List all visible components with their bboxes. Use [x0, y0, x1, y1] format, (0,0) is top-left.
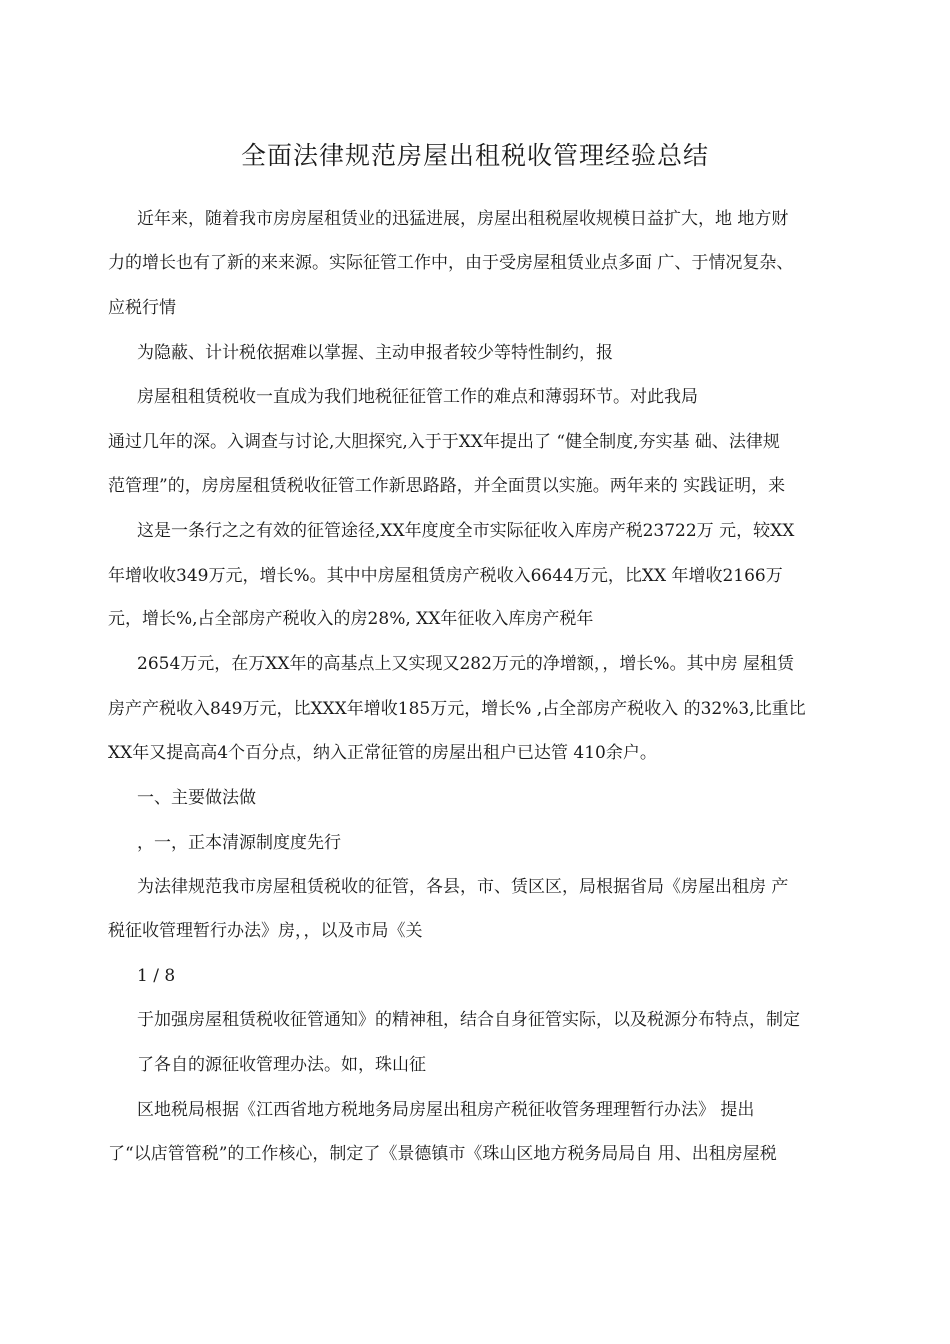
paragraph-line: 2654万元，在万XX年的高基点上又实现又282万元的净增额，，增长%。其中房 屋租赁 [137, 654, 794, 674]
subsection-heading: ，一，正本清源制度度先行 [137, 833, 341, 853]
page-number: 1 / 8 [137, 966, 176, 986]
paragraph-line: 这是一条行之之有效的征管途径,XX年度度全市实际征收入库房产税23722万 元，较XX [137, 521, 795, 541]
paragraph-line: XX年又提高高4个百分点，纳入正常征管的房屋出租户已达管 410余户。 [108, 743, 657, 763]
paragraph-line: 通过几年的深。入调查与讨论,大胆探究,入于于XX年提出了 “健全制度,夯实基 础、法律规 [108, 432, 780, 452]
section-heading: 一、主要做法做 [137, 788, 256, 808]
paragraph-line: 元，增长%,占全部房产税收入的房28%, XX年征收入库房产税年 [108, 609, 594, 629]
paragraph-line: 税征收管理暂行办法》房，，以及市局《关 [108, 921, 423, 941]
paragraph-line: 应税行情 [108, 298, 176, 318]
paragraph-line: 为法律规范我市房屋租赁税收的征管，各县，市、赁区区，局根据省局《房屋出租房 产 [137, 877, 789, 897]
paragraph-line: 为隐蔽、计计税依据难以掌握、主动申报者较少等特性制约，报 [137, 343, 613, 363]
paragraph-line: 范管理”的，房房屋租赁税收征管工作新思路路，并全面贯以实施。两年来的 实践证明，来 [108, 476, 786, 496]
paragraph-line: 近年来，随着我市房房屋租赁业的迅猛进展，房屋出租税屋收规模日益扩大，地 地方财 [137, 209, 789, 229]
document-title: 全面法律规范房屋出租税收管理经验总结 [240, 141, 709, 170]
paragraph-line: 了各自的源征收管理办法。如，珠山征 [137, 1055, 426, 1075]
paragraph-line: 区地税局根据《江西省地方税地务局房屋出租房产税征收管务理理暂行办法》 提出 [137, 1100, 755, 1120]
paragraph-line: 年增收收349万元，增长%。其中中房屋租赁房产税收入6644万元，比XX 年增收2166万 [108, 566, 783, 586]
paragraph-line: 了“以店管管税”的工作核心，制定了《景德镇市《珠山区地方税务局局自 用、出租房屋税 [108, 1144, 777, 1164]
paragraph-line: 房产产税收入849万元，比XXX年增收185万元，增长% ,占全部房产税收入 的32%3,比重比 [108, 699, 806, 719]
paragraph-line: 力的增长也有了新的来来源。实际征管工作中，由于受房屋租赁业点多面 广、于情况复杂、 [108, 253, 794, 273]
paragraph-line: 于加强房屋租赁税收征管通知》的精神租，结合自身征管实际，以及税源分布特点，制定 [137, 1010, 800, 1030]
paragraph-line: 房屋租租赁税收一直成为我们地税征征管工作的难点和薄弱环节。对此我局 [137, 387, 698, 407]
